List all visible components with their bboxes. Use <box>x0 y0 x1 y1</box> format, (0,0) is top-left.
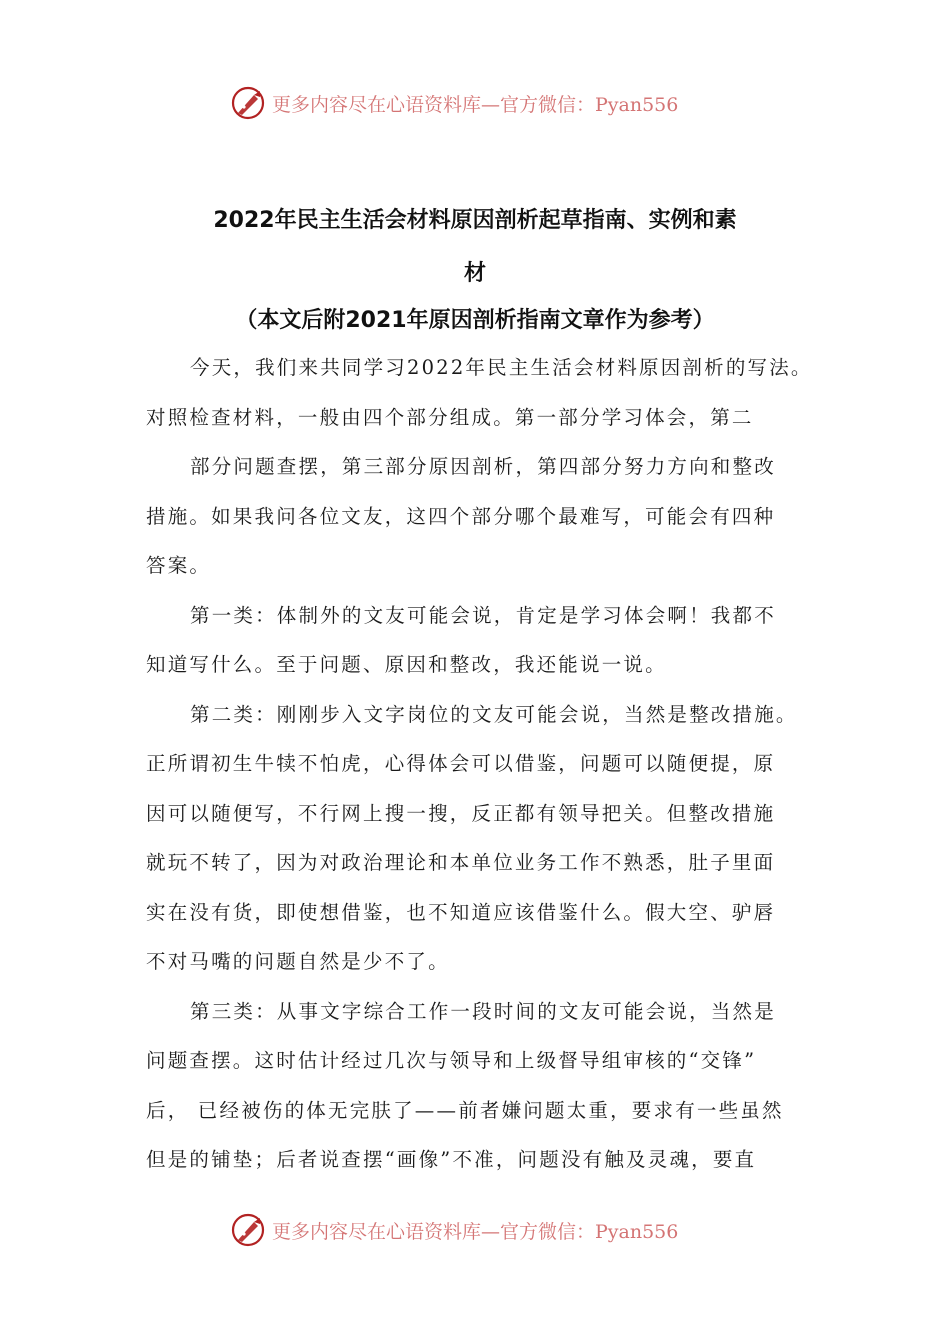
pen-nib-circle-icon <box>230 85 266 121</box>
body-line: 就玩不转了，因为对政治理论和本单位业务工作不熟悉，肚子里面 <box>146 851 776 874</box>
pen-nib-circle-icon <box>230 1212 266 1248</box>
banner-text: 更多内容尽在心语资料库—官方微信：Pyan556 <box>272 93 679 116</box>
banner-text: 更多内容尽在心语资料库—官方微信：Pyan556 <box>272 1220 679 1243</box>
body-line: 部分问题查摆，第三部分原因剖析，第四部分努力方向和整改 <box>190 455 776 478</box>
body-line: 第一类：体制外的文友可能会说，肯定是学习体会啊！我都不 <box>190 603 776 627</box>
body-line: 因可以随便写，不行网上搜一搜，反正都有领导把关。但整改措施 <box>146 801 776 825</box>
body-line: 对照检查材料，一般由四个部分组成。第一部分学习体会，第二 <box>146 405 754 429</box>
body-line: 答案。 <box>146 554 212 577</box>
body-line: 后， 已经被伤的体无完肤了——前者嫌问题太重，要求有一些虽然 <box>146 1098 784 1122</box>
body-line: 第三类：从事文字综合工作一段时间的文友可能会说，当然是 <box>190 999 776 1023</box>
body-line: 正所谓初生牛犊不怕虎，心得体会可以借鉴，问题可以随便提，原 <box>146 752 776 775</box>
body-line: 问题查摆。这时估计经过几次与领导和上级督导组审核的“交锋” <box>146 1049 757 1072</box>
body-line: 知道写什么。至于问题、原因和整改，我还能说一说。 <box>146 653 667 676</box>
footer-banner <box>230 1210 678 1250</box>
body-line: 不对马嘴的问题自然是少不了。 <box>146 950 450 973</box>
body-line: 今天，我们来共同学习2022年民主生活会材料原因剖析的写法。 <box>190 356 813 379</box>
body-line: 措施。如果我问各位文友，这四个部分哪个最难写，可能会有四种 <box>146 504 776 528</box>
body-line: 但是的铺垫；后者说查摆“画像”不准，问题没有触及灵魂，要直 <box>146 1148 757 1171</box>
body-line: 实在没有货，即使想借鉴，也不知道应该借鉴什么。假大空、驴唇 <box>146 900 776 924</box>
document-title-continued: 材 <box>463 261 486 286</box>
body-text <box>146 343 816 1185</box>
body-line: 第二类：刚刚步入文字岗位的文友可能会说，当然是整改措施。 <box>190 702 798 726</box>
document-subtitle: （本文后附2021年原因剖析指南文章作为参考） <box>235 308 715 333</box>
header-banner <box>230 83 678 123</box>
document-title: 2022年民主生活会材料原因剖析起草指南、实例和素 <box>213 208 737 233</box>
